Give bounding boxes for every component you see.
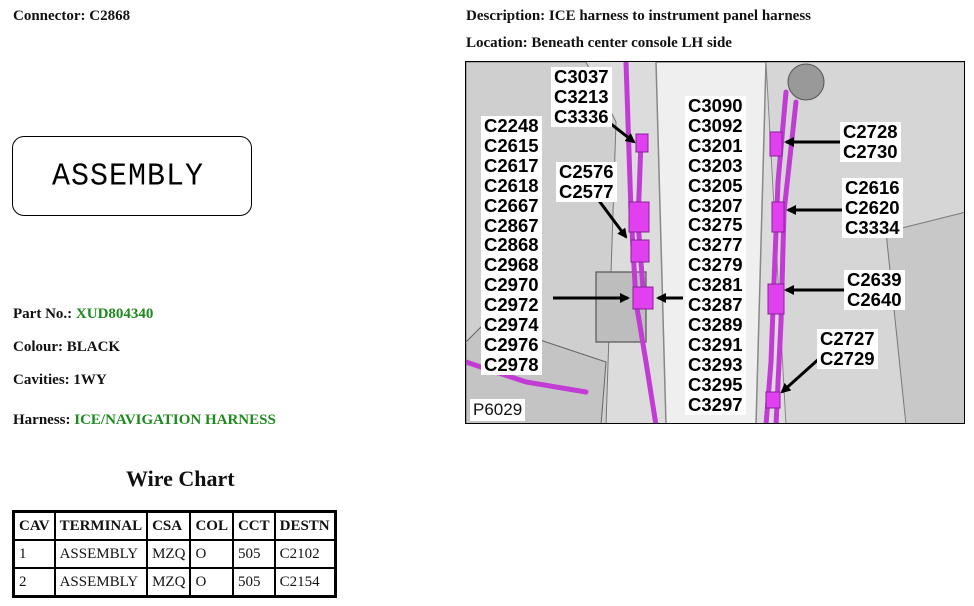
table-cell: C2154: [275, 568, 336, 597]
table-cell: ASSEMBLY: [55, 568, 148, 597]
harness-link[interactable]: ICE/NAVIGATION HARNESS: [74, 412, 276, 428]
table-cell: 505: [233, 540, 275, 568]
table-cell: C2102: [275, 540, 336, 568]
table-header-row: [14, 512, 336, 541]
table-row: [14, 540, 336, 568]
connector-label-group: C2248 C2615 C2617 C2618 C2667 C2867 C2868 C2968 C2970 C2972 C2974 C2976 C2978: [481, 116, 542, 375]
connector-location-figure: [465, 61, 965, 424]
part-number-link[interactable]: XUD804340: [75, 306, 154, 322]
column-header: CCT: [233, 512, 275, 541]
wire-chart-table: [12, 510, 337, 598]
table-cell: MZQ: [147, 540, 190, 568]
column-header: DESTN: [275, 512, 336, 541]
connector-title: Connector: C2868: [13, 8, 131, 24]
column-header: COL: [190, 512, 233, 541]
table-cell: 505: [233, 568, 275, 597]
harness: [13, 412, 276, 429]
table-cell: O: [190, 540, 233, 568]
connector-label-group: C2727 C2729: [817, 329, 878, 369]
connector-label-group: C2576 C2577: [556, 162, 617, 202]
description-text: Description: ICE harness to instrument panel harness: [466, 8, 812, 24]
connector-label-group: C3090 C3092 C3201 C3203 C3205 C3207 C3275 C3277 C3279 C3281 C3287 C3289 C3291 C3293 C3295 C3297: [685, 96, 746, 415]
figure-id: P6029: [470, 399, 525, 421]
table-cell: O: [190, 568, 233, 597]
connector-label-group: C3037 C3213 C3336: [551, 67, 612, 127]
connector-label-group: C2728 C2730: [840, 122, 901, 162]
colour-text: Colour: BLACK: [13, 339, 121, 355]
column-header: TERMINAL: [55, 512, 148, 541]
table-cell: 1: [14, 540, 55, 568]
assembly-label: ASSEMBLY: [52, 159, 205, 195]
table-cell: ASSEMBLY: [55, 540, 148, 568]
part-number: [13, 306, 153, 323]
harness-label: Harness:: [13, 412, 71, 428]
column-header: CSA: [147, 512, 190, 541]
wire-chart-title: Wire Chart: [126, 466, 235, 491]
cavities-text: Cavities: 1WY: [13, 372, 107, 388]
table-row: [14, 568, 336, 597]
location-text: Location: Beneath center console LH side: [466, 35, 732, 51]
connector-label-group: C2616 C2620 C3334: [842, 178, 903, 238]
part-number-label: Part No.:: [13, 306, 73, 322]
connector-label-group: C2639 C2640: [844, 270, 905, 310]
table-cell: MZQ: [147, 568, 190, 597]
column-header: CAV: [14, 512, 55, 541]
table-cell: 2: [14, 568, 55, 597]
